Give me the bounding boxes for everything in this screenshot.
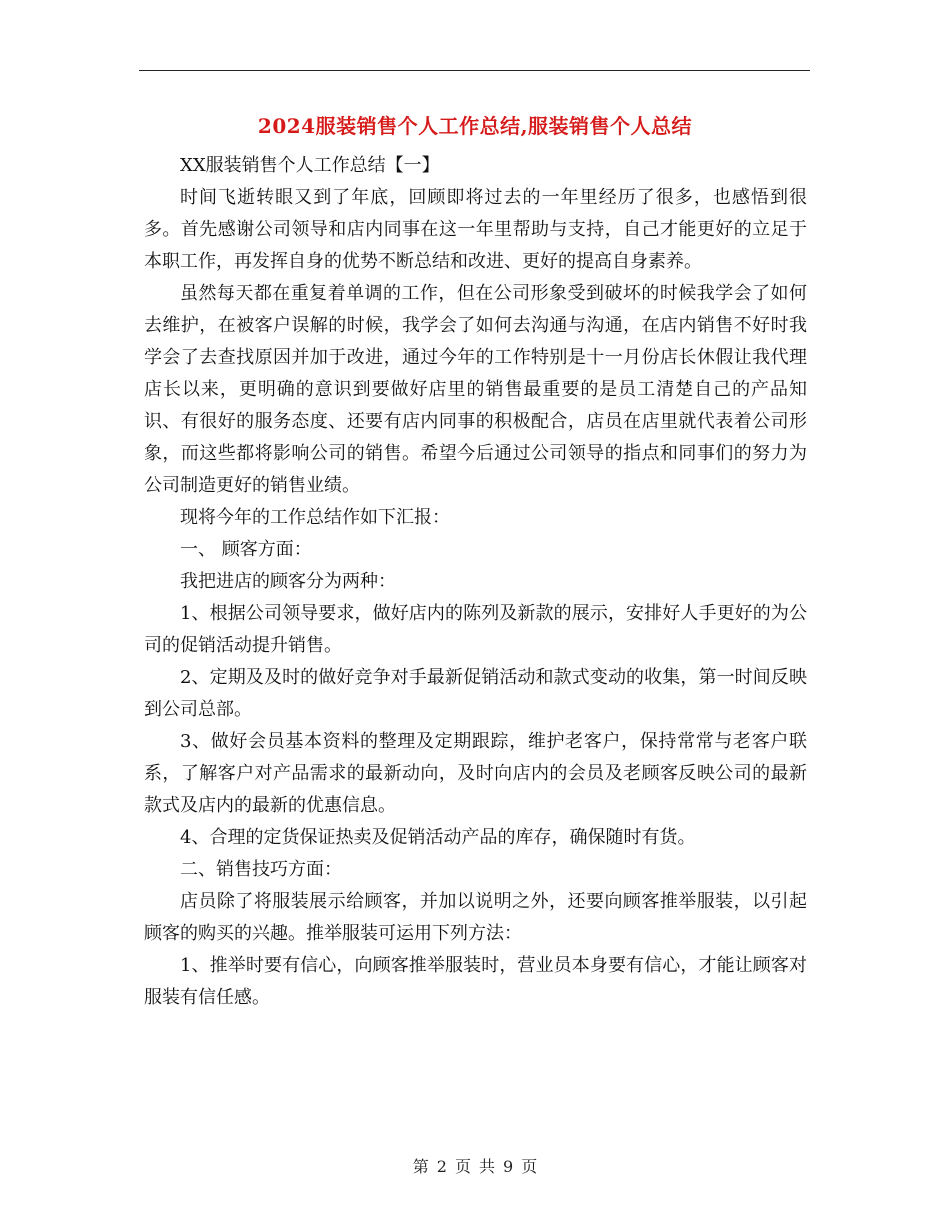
paragraph: 我把进店的顾客分为两种： xyxy=(180,571,396,592)
footer-total-word: 共 xyxy=(479,1157,496,1176)
paragraph: 时间飞逝转眼又到了年底，回顾即将过去的一年里经历了很多，也感悟到很多。首先感谢公司领导和店内同事在这一年里帮助与支持，自己才能更好的立足于本职工作，再发挥自身的优势不断总结和改进、更好的提高自身素养。 xyxy=(144,187,807,272)
footer-suffix: 页 xyxy=(521,1157,538,1176)
document-title: 2024服装销售个人工作总结,服装销售个人总结 xyxy=(257,114,693,138)
paragraph: 现将今年的工作总结作如下汇报： xyxy=(180,507,450,528)
paragraph: XX服装销售个人工作总结【一】 xyxy=(180,155,440,176)
header-rule xyxy=(139,70,810,71)
paragraph: 二、销售技巧方面： xyxy=(180,859,342,880)
paragraph: 4、合理的定货保证热卖及促销活动产品的库存，确保随时有货。 xyxy=(180,827,696,848)
page-number: 2 xyxy=(436,1157,447,1176)
paragraph: 1、推举时要有信心，向顾客推举服装时，营业员本身要有信心，才能让顾客对服装有信任感。 xyxy=(144,955,807,1008)
footer-page-word: 页 xyxy=(454,1157,471,1176)
paragraph: 一、 顾客方面： xyxy=(180,539,312,560)
paragraph: 店员除了将服装展示给顾客，并加以说明之外，还要向顾客推举服装，以引起顾客的购买的兴趣。推举服装可运用下列方法： xyxy=(144,891,807,944)
total-pages: 9 xyxy=(503,1157,514,1176)
paragraph: 3、做好会员基本资料的整理及定期跟踪，维护老客户，保持常常与老客户联系，了解客户对产品需求的最新动向，及时向店内的会员及老顾客反映公司的最新款式及店内的最新的优惠信息。 xyxy=(144,731,807,816)
paragraph: 1、根据公司领导要求，做好店内的陈列及新款的展示，安排好人手更好的为公司的促销活动提升销售。 xyxy=(144,603,807,656)
page-footer xyxy=(0,1154,950,1177)
footer-prefix: 第 xyxy=(412,1157,429,1176)
paragraph: 虽然每天都在重复着单调的工作，但在公司形象受到破坏的时候我学会了如何去维护，在被客户误解的时候，我学会了如何去沟通与沟通，在店内销售不好时我学会了去查找原因并加于改进，通过今年的工作特别是十一月份店长休假让我代理店长以来，更明确的意识到要做好店里的销售最重要的是员工清楚自己的产品知识、有很好的服务态度、还要有店内同事的积极配合，店员在店里就代表着公司形象，而这些都将影响公司的销售。希望今后通过公司领导的指点和同事们的努力为公司制造更好的销售业绩。 xyxy=(144,283,807,496)
paragraph: 2、定期及及时的做好竞争对手最新促销活动和款式变动的收集，第一时间反映到公司总部。 xyxy=(144,667,807,720)
document-body xyxy=(144,150,807,1014)
